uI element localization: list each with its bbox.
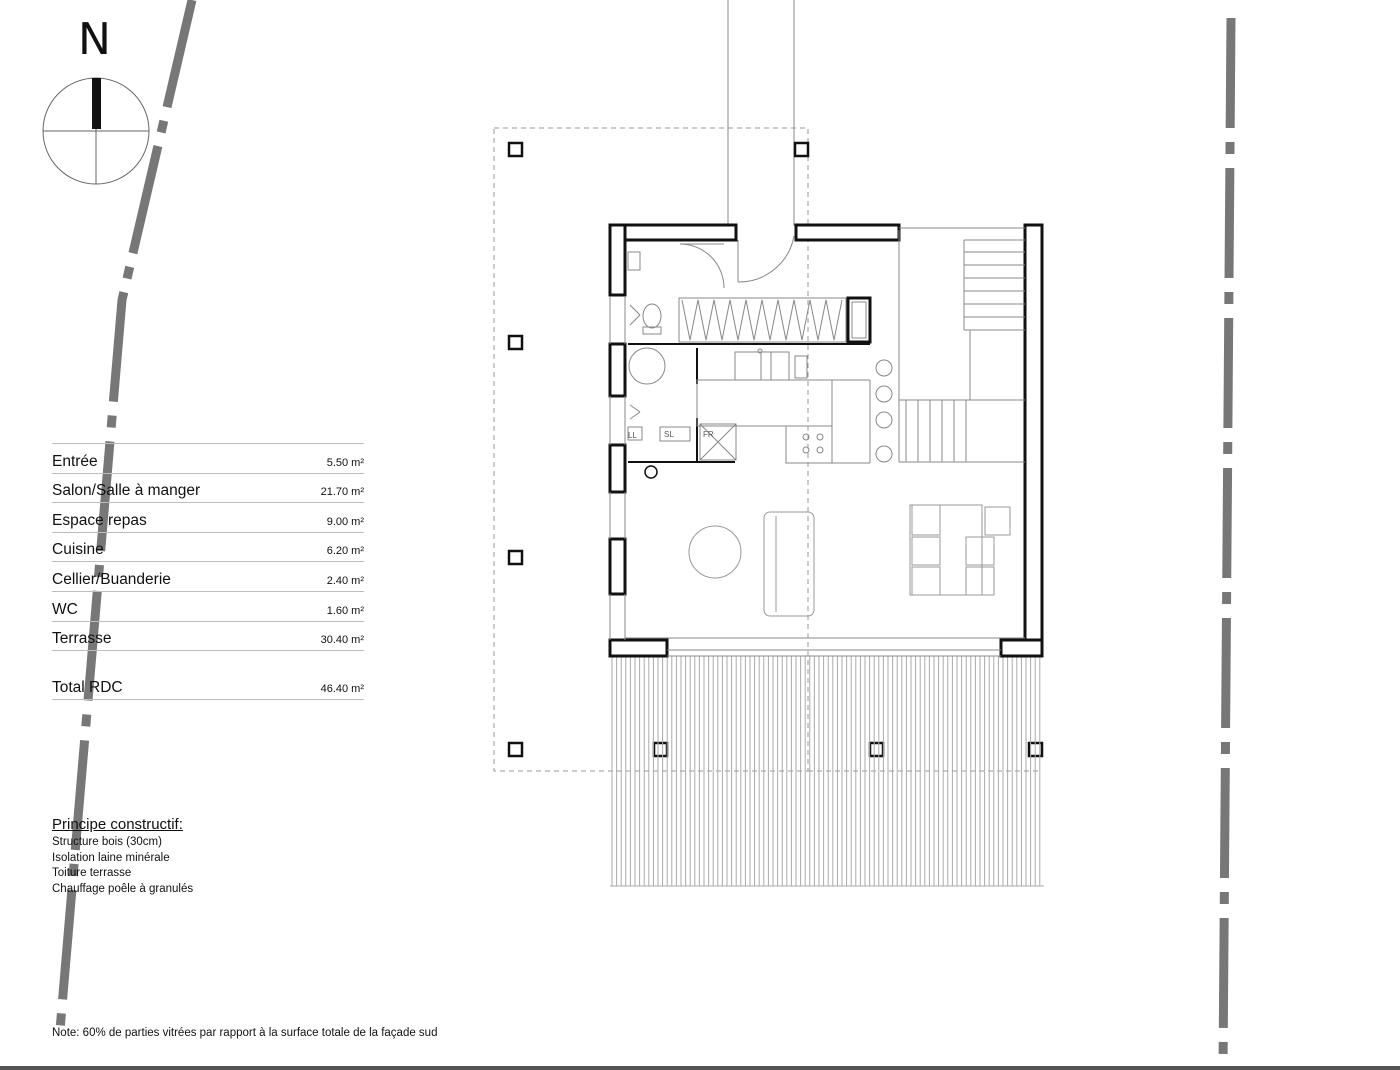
table-row: [52, 474, 364, 504]
kitchen: [697, 349, 892, 463]
property-line-east: [1223, 18, 1231, 1070]
dryer-label: SL: [664, 430, 674, 439]
room-name: Cellier/Buanderie: [52, 570, 171, 588]
room-name: Espace repas: [52, 511, 147, 529]
room-area: 9.00 m²: [326, 515, 364, 528]
room-area: 21.70 m²: [320, 486, 364, 499]
table-row: [52, 503, 364, 533]
room-area: 6.20 m²: [326, 545, 364, 558]
principle-item: Structure bois (30cm): [52, 836, 162, 848]
north-label: N: [78, 14, 111, 65]
staircase: [899, 230, 1025, 462]
construction-principle: [52, 816, 193, 897]
room-name: WC: [52, 600, 78, 618]
room-area: 30.40 m²: [320, 634, 364, 647]
total-area: 46.40 m²: [320, 683, 364, 695]
glazing-note: Note: 60% de parties vitrées par rapport à la surface totale de la façade sud: [52, 1027, 438, 1039]
room-area: 2.40 m²: [326, 574, 364, 587]
utility-room: [628, 348, 736, 478]
principle-item: Toiture terrasse: [52, 867, 132, 879]
room-name: Terrasse: [52, 630, 112, 648]
washing-machine-label: LL: [628, 431, 637, 440]
room-area: 1.60 m²: [326, 604, 364, 617]
room-name: Salon/Salle à manger: [52, 482, 201, 500]
table-row: [52, 562, 364, 592]
total-label: Total RDC: [52, 679, 123, 696]
room-name: Entrée: [52, 452, 98, 470]
table-row: [52, 592, 364, 622]
entry-storage: [679, 298, 866, 342]
toilet-icon: [628, 252, 661, 334]
table-row: [52, 533, 364, 563]
north-compass-icon: [43, 78, 149, 184]
glazing-lines: [610, 228, 1025, 656]
table-row: [52, 443, 364, 474]
page-bottom-border: [0, 1066, 1400, 1070]
room-area-table: [52, 443, 364, 651]
room-name: Cuisine: [52, 541, 104, 559]
room-area: 5.50 m²: [326, 456, 364, 469]
terrace-decking: [612, 656, 1040, 886]
fridge-label: FR: [703, 430, 714, 439]
principle-item: Isolation laine minérale: [52, 851, 170, 864]
principle-title: Principe constructif:: [52, 816, 183, 833]
entry-door-icon: [680, 236, 794, 288]
principle-item: Chauffage poêle à granulés: [52, 882, 194, 895]
total-row: [52, 672, 364, 700]
table-row: [52, 622, 364, 652]
living-furniture: [689, 505, 1010, 616]
